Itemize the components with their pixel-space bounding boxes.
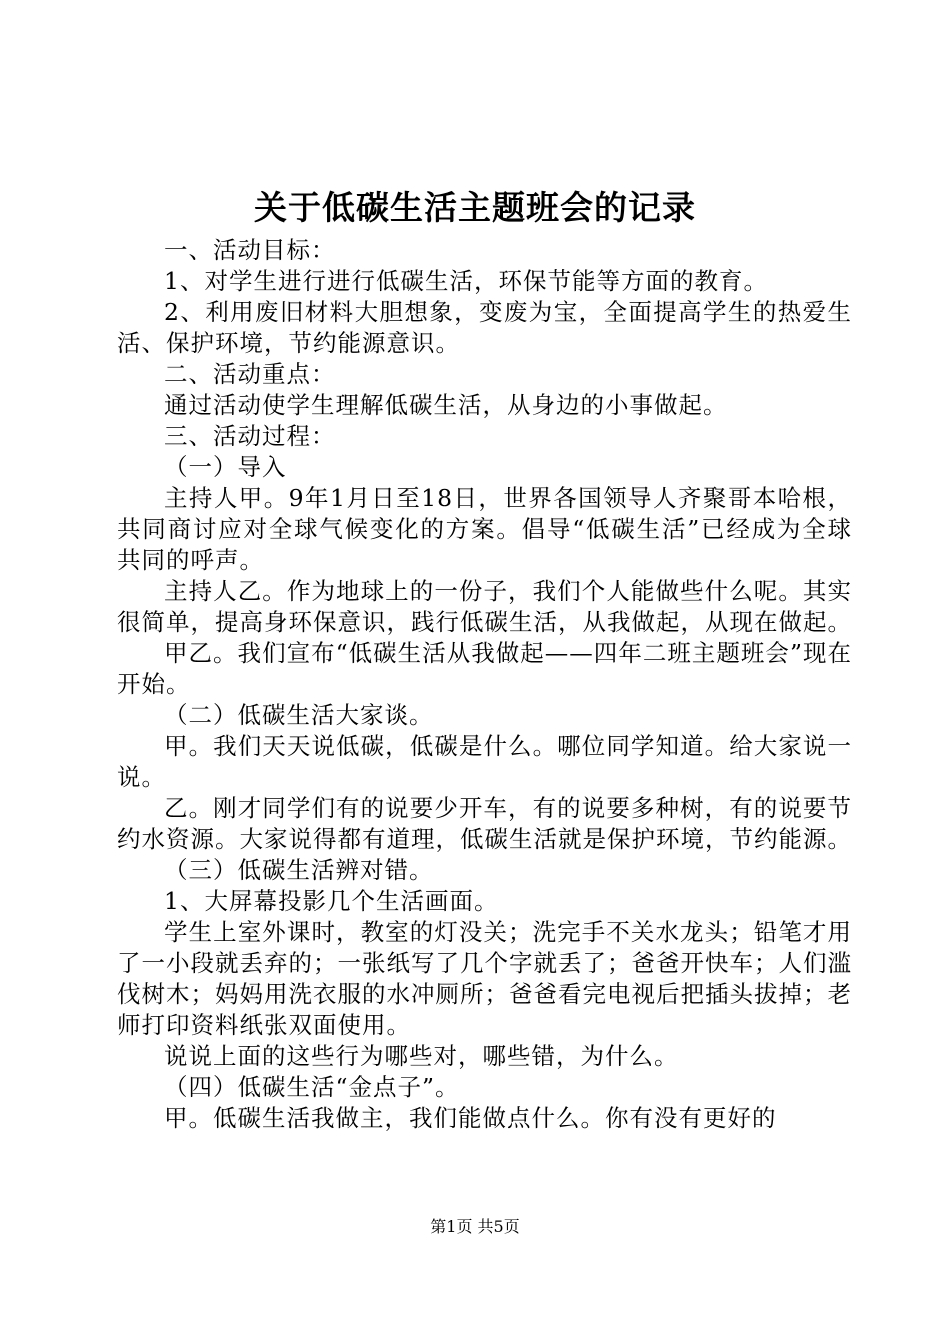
paragraph: 2、利用废旧材料大胆想象，变废为宝，全面提高学生的热爱生活、保护环境，节约能源意识。 xyxy=(117,298,852,357)
paragraph: （一）导入 xyxy=(164,453,287,481)
paragraph: 主持人甲。9年1月日至18日，世界各国领导人齐聚哥本哈根，共同商讨应对全球气候变化的方案。倡导“低碳生活”已经成为全球共同的呼声。 xyxy=(117,484,852,574)
paragraph: 一、活动目标： xyxy=(164,236,336,264)
paragraph: 说说上面的这些行为哪些对，哪些错，为什么。 xyxy=(164,1042,679,1070)
document-body xyxy=(117,235,852,1134)
document-title: 关于低碳生活主题班会的记录 xyxy=(254,188,696,227)
paragraph: 甲。低碳生活我做主，我们能做点什么。你有没有更好的 xyxy=(164,1104,777,1132)
paragraph: 主持人乙。作为地球上的一份子，我们个人能做些什么呢。其实很简单，提高身环保意识，践行低碳生活，从我做起，从现在做起。 xyxy=(117,577,852,636)
paragraph: 三、活动过程： xyxy=(164,422,336,450)
paragraph: 通过活动使学生理解低碳生活，从身边的小事做起。 xyxy=(164,391,728,419)
page-number-footer: 第1页 共5页 xyxy=(430,1217,520,1236)
paragraph: （二）低碳生活大家谈。 xyxy=(164,701,434,729)
paragraph: 甲。我们天天说低碳，低碳是什么。哪位同学知道。给大家说一说。 xyxy=(117,732,852,791)
paragraph: 学生上室外课时，教室的灯没关；洗完手不关水龙头；铅笔才用了一小段就丢弃的；一张纸写了几个字就丢了；爸爸开快车；人们滥伐树木；妈妈用洗衣服的水冲厕所；爸爸看完电视后把插头拔掉；老师打印资料纸张双面使用。 xyxy=(117,918,852,1039)
paragraph: （三）低碳生活辨对错。 xyxy=(164,856,434,884)
paragraph: （四）低碳生活“金点子”。 xyxy=(164,1073,460,1101)
paragraph: 1、对学生进行进行低碳生活，环保节能等方面的教育。 xyxy=(164,267,768,295)
paragraph: 乙。刚才同学们有的说要少开车，有的说要多种树，有的说要节约水资源。大家说得都有道理，低碳生活就是保护环境，节约能源。 xyxy=(117,794,852,853)
paragraph: 二、活动重点： xyxy=(164,360,336,388)
paragraph: 1、大屏幕投影几个生活画面。 xyxy=(164,887,499,915)
paragraph: 甲乙。我们宣布“低碳生活从我做起——四年二班主题班会”现在开始。 xyxy=(117,639,852,698)
